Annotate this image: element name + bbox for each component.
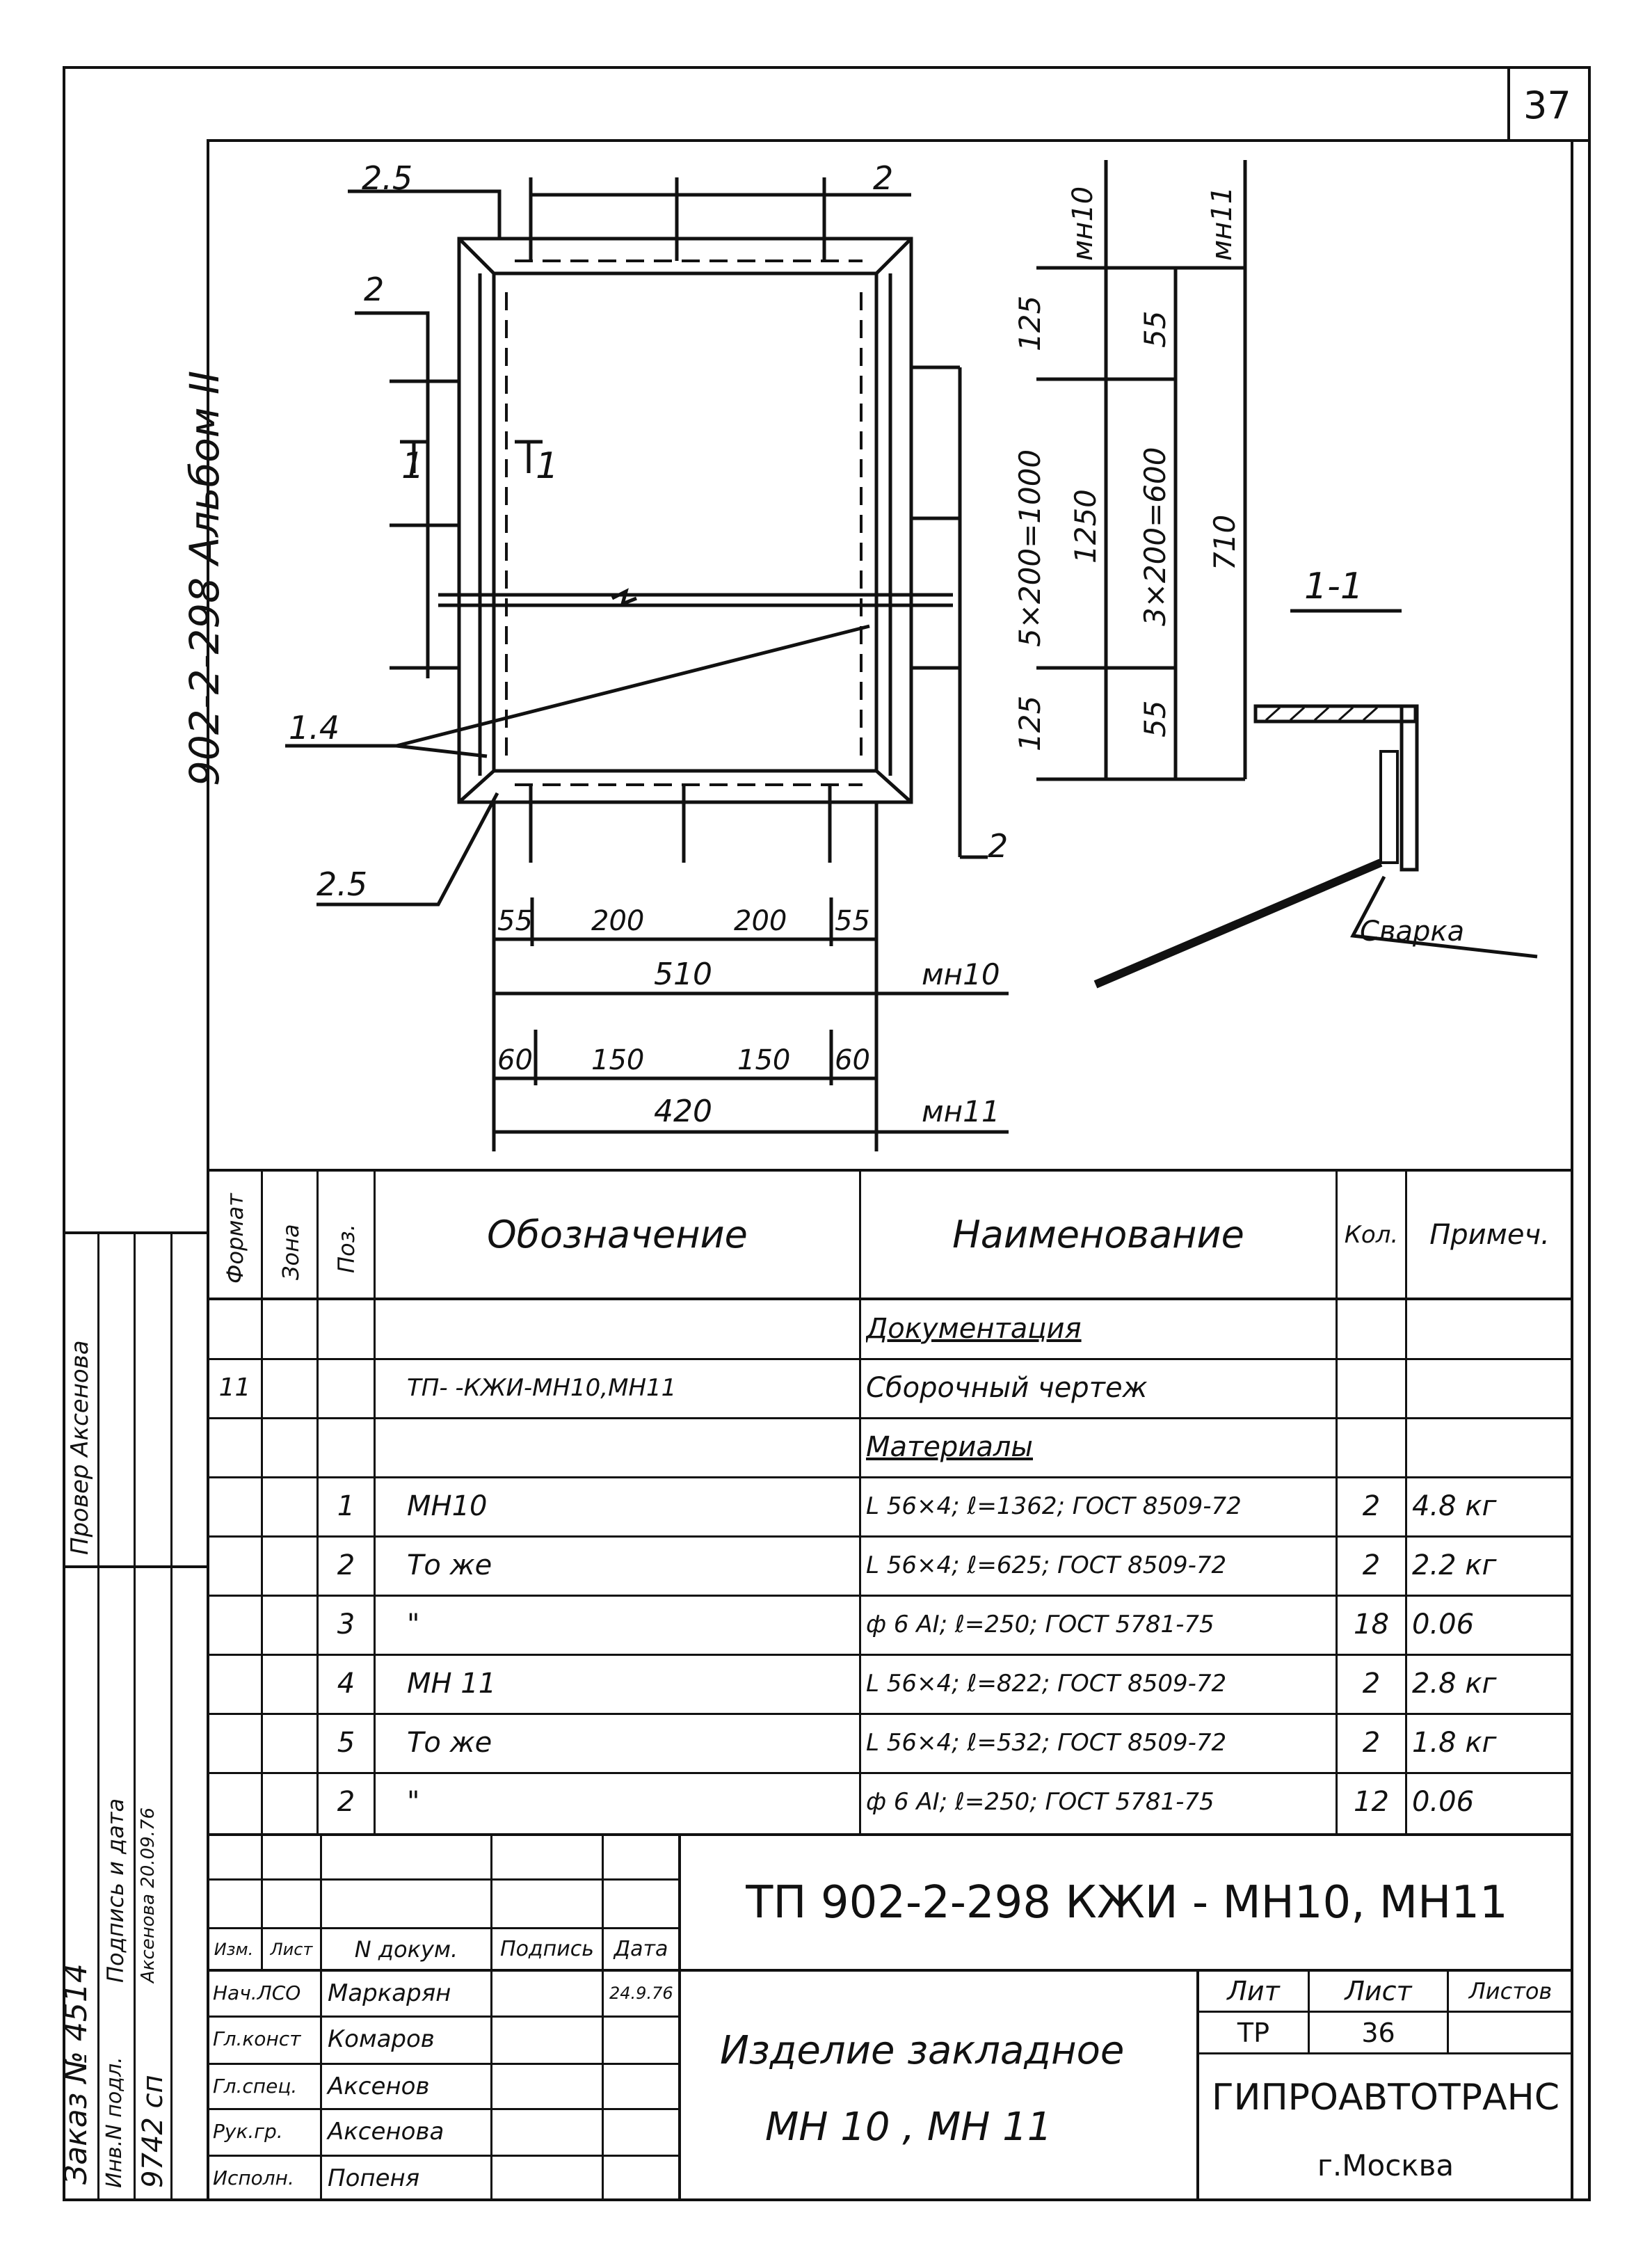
side-col-1 [97,1231,99,2198]
table-cell-designation: МН10 [407,1490,488,1522]
table-cell-designation: То же [407,1549,492,1581]
header-note: Примеч. [1429,1218,1550,1251]
tb-header-date: Дата [614,1936,668,1961]
section-mark-right: 1 [536,445,559,487]
table-cell-format [209,1300,261,1357]
tb-sheet-value: 36 [1361,2017,1395,2048]
header-qty: Кол. [1344,1220,1399,1249]
table-cell-note: 4.8 кг [1412,1490,1497,1522]
dim-mh11-chain: 3×200=600 [1138,447,1172,626]
section-title: 1-1 [1304,566,1363,607]
header-zone: Зона [278,1224,304,1280]
table-cell-note: 0.06 [1412,1785,1475,1818]
table-cell-name: L 56×4; ℓ=532; ГОСТ 8509-72 [866,1728,1227,1757]
side-sign-date-label: Подпись и дата [102,1798,129,1983]
table-cell-pos [319,1419,374,1475]
table-cell-qty [1338,1359,1405,1416]
dim-left-2: 2 [364,271,385,308]
table-cell-designation: ТП- -КЖИ-МН10,МН11 [407,1373,677,1402]
dim-b1-55b: 55 [835,905,870,937]
col-header-mh10: мн10 [1067,186,1099,261]
signature-name: Аксенова [328,2118,444,2146]
dim-left-25: 2.5 [316,865,368,903]
dim-mh11-55-bottom: 55 [1138,700,1172,737]
side-col-3 [170,1231,173,2198]
dim-b1-55a: 55 [497,905,533,937]
dim-mh10-125-top: 125 [1013,295,1047,351]
table-cell-designation: " [407,1785,420,1818]
dim-b2-150a: 150 [591,1044,645,1076]
table-cell-name: Материалы [866,1430,1033,1463]
section-mark-left: 1 [401,445,425,487]
table-cell-format [209,1773,261,1830]
tb-org-city: г.Москва [1317,2148,1454,2182]
table-cell-designation: " [407,1608,420,1641]
side-sign-date-value: Аксенова 20.09.76 [138,1807,159,1983]
table-cell-qty: 2 [1362,1490,1381,1522]
signature-date [605,2110,678,2153]
header-format: Формат [222,1193,248,1284]
table-cell-qty: 12 [1354,1785,1389,1818]
tb-header-doc: N докум. [354,1935,458,1963]
table-cell-format [209,1596,261,1652]
side-order: Заказ № 4514 [58,1963,94,2185]
table-cell-qty: 18 [1354,1608,1389,1641]
signature-role: Нач.ЛСО [213,1981,301,2004]
tb-code: ТП 902-2-298 КЖИ - МН10, МН11 [746,1877,1508,1929]
dim-b1-label: мн10 [922,957,1000,991]
tb-col-d [602,1833,604,2198]
tb-sheet-label: Лист [1345,1976,1412,2006]
signature-role: Рук.гр. [213,2120,283,2143]
table-cell-note: 1.8 кг [1412,1726,1497,1759]
table-cell-note [1412,1359,1572,1416]
signature-name: Маркарян [328,1979,451,2007]
tb-col-c [490,1833,492,2198]
tb-header-sign: Подпись [500,1936,594,1961]
table-cell-qty: 2 [1362,1667,1381,1700]
item-name-line1: Изделие закладное [720,2028,1125,2073]
table-cell-name: Документация [866,1312,1082,1345]
dim-right-2: 2 [988,827,1009,865]
tb-lit-value: ТР [1237,2017,1270,2048]
table-cell-name: ф 6 АI; ℓ=250; ГОСТ 5781-75 [866,1787,1214,1816]
header-name: Наименование [952,1212,1244,1256]
dim-left-14: 1.4 [289,709,340,747]
weld-label: Сварка [1360,916,1465,948]
signature-date [605,2065,678,2108]
table-cell-note: 2.8 кг [1412,1667,1497,1700]
sheet-number: 37 [1523,83,1571,127]
album-label: 902-2-298 Альбом II [181,370,228,786]
table-cell-designation [386,1419,859,1475]
tb-header-izm: Изм. [214,1939,254,1959]
table-cell-name: L 56×4; ℓ=625; ГОСТ 8509-72 [866,1551,1227,1579]
side-inv-value: 9742 сп [137,2075,169,2188]
dim-top-25: 2.5 [362,159,413,197]
dim-b2-label: мн11 [922,1094,1000,1128]
table-cell-name: L 56×4; ℓ=822; ГОСТ 8509-72 [866,1669,1227,1698]
signature-date [605,2157,678,2200]
dim-b2-60b: 60 [835,1044,870,1076]
dim-b2-total: 420 [654,1094,712,1129]
table-cell-format [209,1655,261,1711]
tb-lit-row-2 [1196,2052,1572,2054]
signature-role: Гл.спец. [213,2075,298,2098]
dim-mh11-total: 710 [1208,514,1242,570]
header-pos: Поз. [333,1224,360,1273]
tb-row-line-1 [207,1878,680,1881]
table-cell-designation [386,1300,859,1357]
signature-date [605,2018,678,2061]
dim-b1-200a: 200 [591,905,645,937]
table-cell-name: L 56×4; ℓ=1362; ГОСТ 8509-72 [866,1492,1242,1520]
dim-b2-60a: 60 [497,1044,533,1076]
header-designation: Обозначение [487,1212,748,1256]
table-cell-format [209,1419,261,1475]
table-cell-designation: МН 11 [407,1667,497,1700]
table-cell-pos: 2 [337,1785,355,1818]
tb-lit-label: Лит [1227,1976,1280,2006]
table-cell-designation: То же [407,1726,492,1759]
table-cell-name: Сборочный чертеж [866,1371,1148,1404]
signature-name: Комаров [328,2025,435,2053]
table-cell-pos: 5 [337,1726,355,1759]
col-header-mh11: мн11 [1206,186,1238,261]
table-cell-qty: 2 [1362,1726,1381,1759]
table-cell-note: 2.2 кг [1412,1549,1497,1581]
tb-col-e [678,1833,681,2198]
dim-mh10-chain: 5×200=1000 [1013,449,1047,647]
table-cell-pos [319,1300,374,1357]
dim-mh11-55-top: 55 [1138,310,1172,348]
side-checked: Провер Аксенова [66,1340,94,1555]
table-cell-format [209,1478,261,1534]
signature-name: Аксенов [328,2073,430,2100]
tb-sheets-label: Листов [1468,1978,1553,2004]
signature-date: 24.9.76 [609,1983,673,2003]
tb-col-b [320,1833,322,2198]
dim-mh10-total: 1250 [1068,489,1102,564]
signature-name: Попеня [328,2164,420,2192]
side-block-top [63,1231,209,1234]
table-col-1 [261,1169,263,1833]
table-cell-pos: 3 [337,1608,355,1641]
dim-b1-200b: 200 [734,905,787,937]
dim-b1-total: 510 [654,957,712,992]
table-cell-pos: 1 [337,1490,355,1522]
table-cell-pos [319,1359,374,1416]
table-cell-qty [1338,1300,1405,1357]
table-cell-pos: 4 [337,1667,355,1700]
item-name-line2: МН 10 , МН 11 [765,2105,1052,2150]
table-cell-format [209,1537,261,1593]
dim-top-2: 2 [873,159,894,197]
table-cell-qty [1338,1419,1405,1475]
tb-org-name: ГИПРОАВТОТРАНС [1211,2077,1560,2118]
table-cell-note [1412,1419,1572,1475]
dim-mh10-125-bottom: 125 [1013,695,1047,751]
dim-b2-150b: 150 [737,1044,791,1076]
side-block-mid [63,1565,209,1568]
tb-header-list: Лист [270,1939,313,1959]
side-col-2 [134,1231,136,2198]
table-bottom [207,1833,1572,1836]
table-cell-note: 0.06 [1412,1608,1475,1641]
table-cell-name: ф 6 АI; ℓ=250; ГОСТ 5781-75 [866,1610,1214,1638]
table-cell-format [209,1714,261,1771]
table-cell-pos: 2 [337,1549,355,1581]
side-inv-label: Инв.N подл. [102,2057,127,2188]
table-cell-qty: 2 [1362,1549,1381,1581]
signature-role: Исполн. [213,2166,294,2189]
signature-role: Гл.конст [213,2027,301,2050]
table-cell-note [1412,1300,1572,1357]
table-cell-format: 11 [218,1373,251,1402]
